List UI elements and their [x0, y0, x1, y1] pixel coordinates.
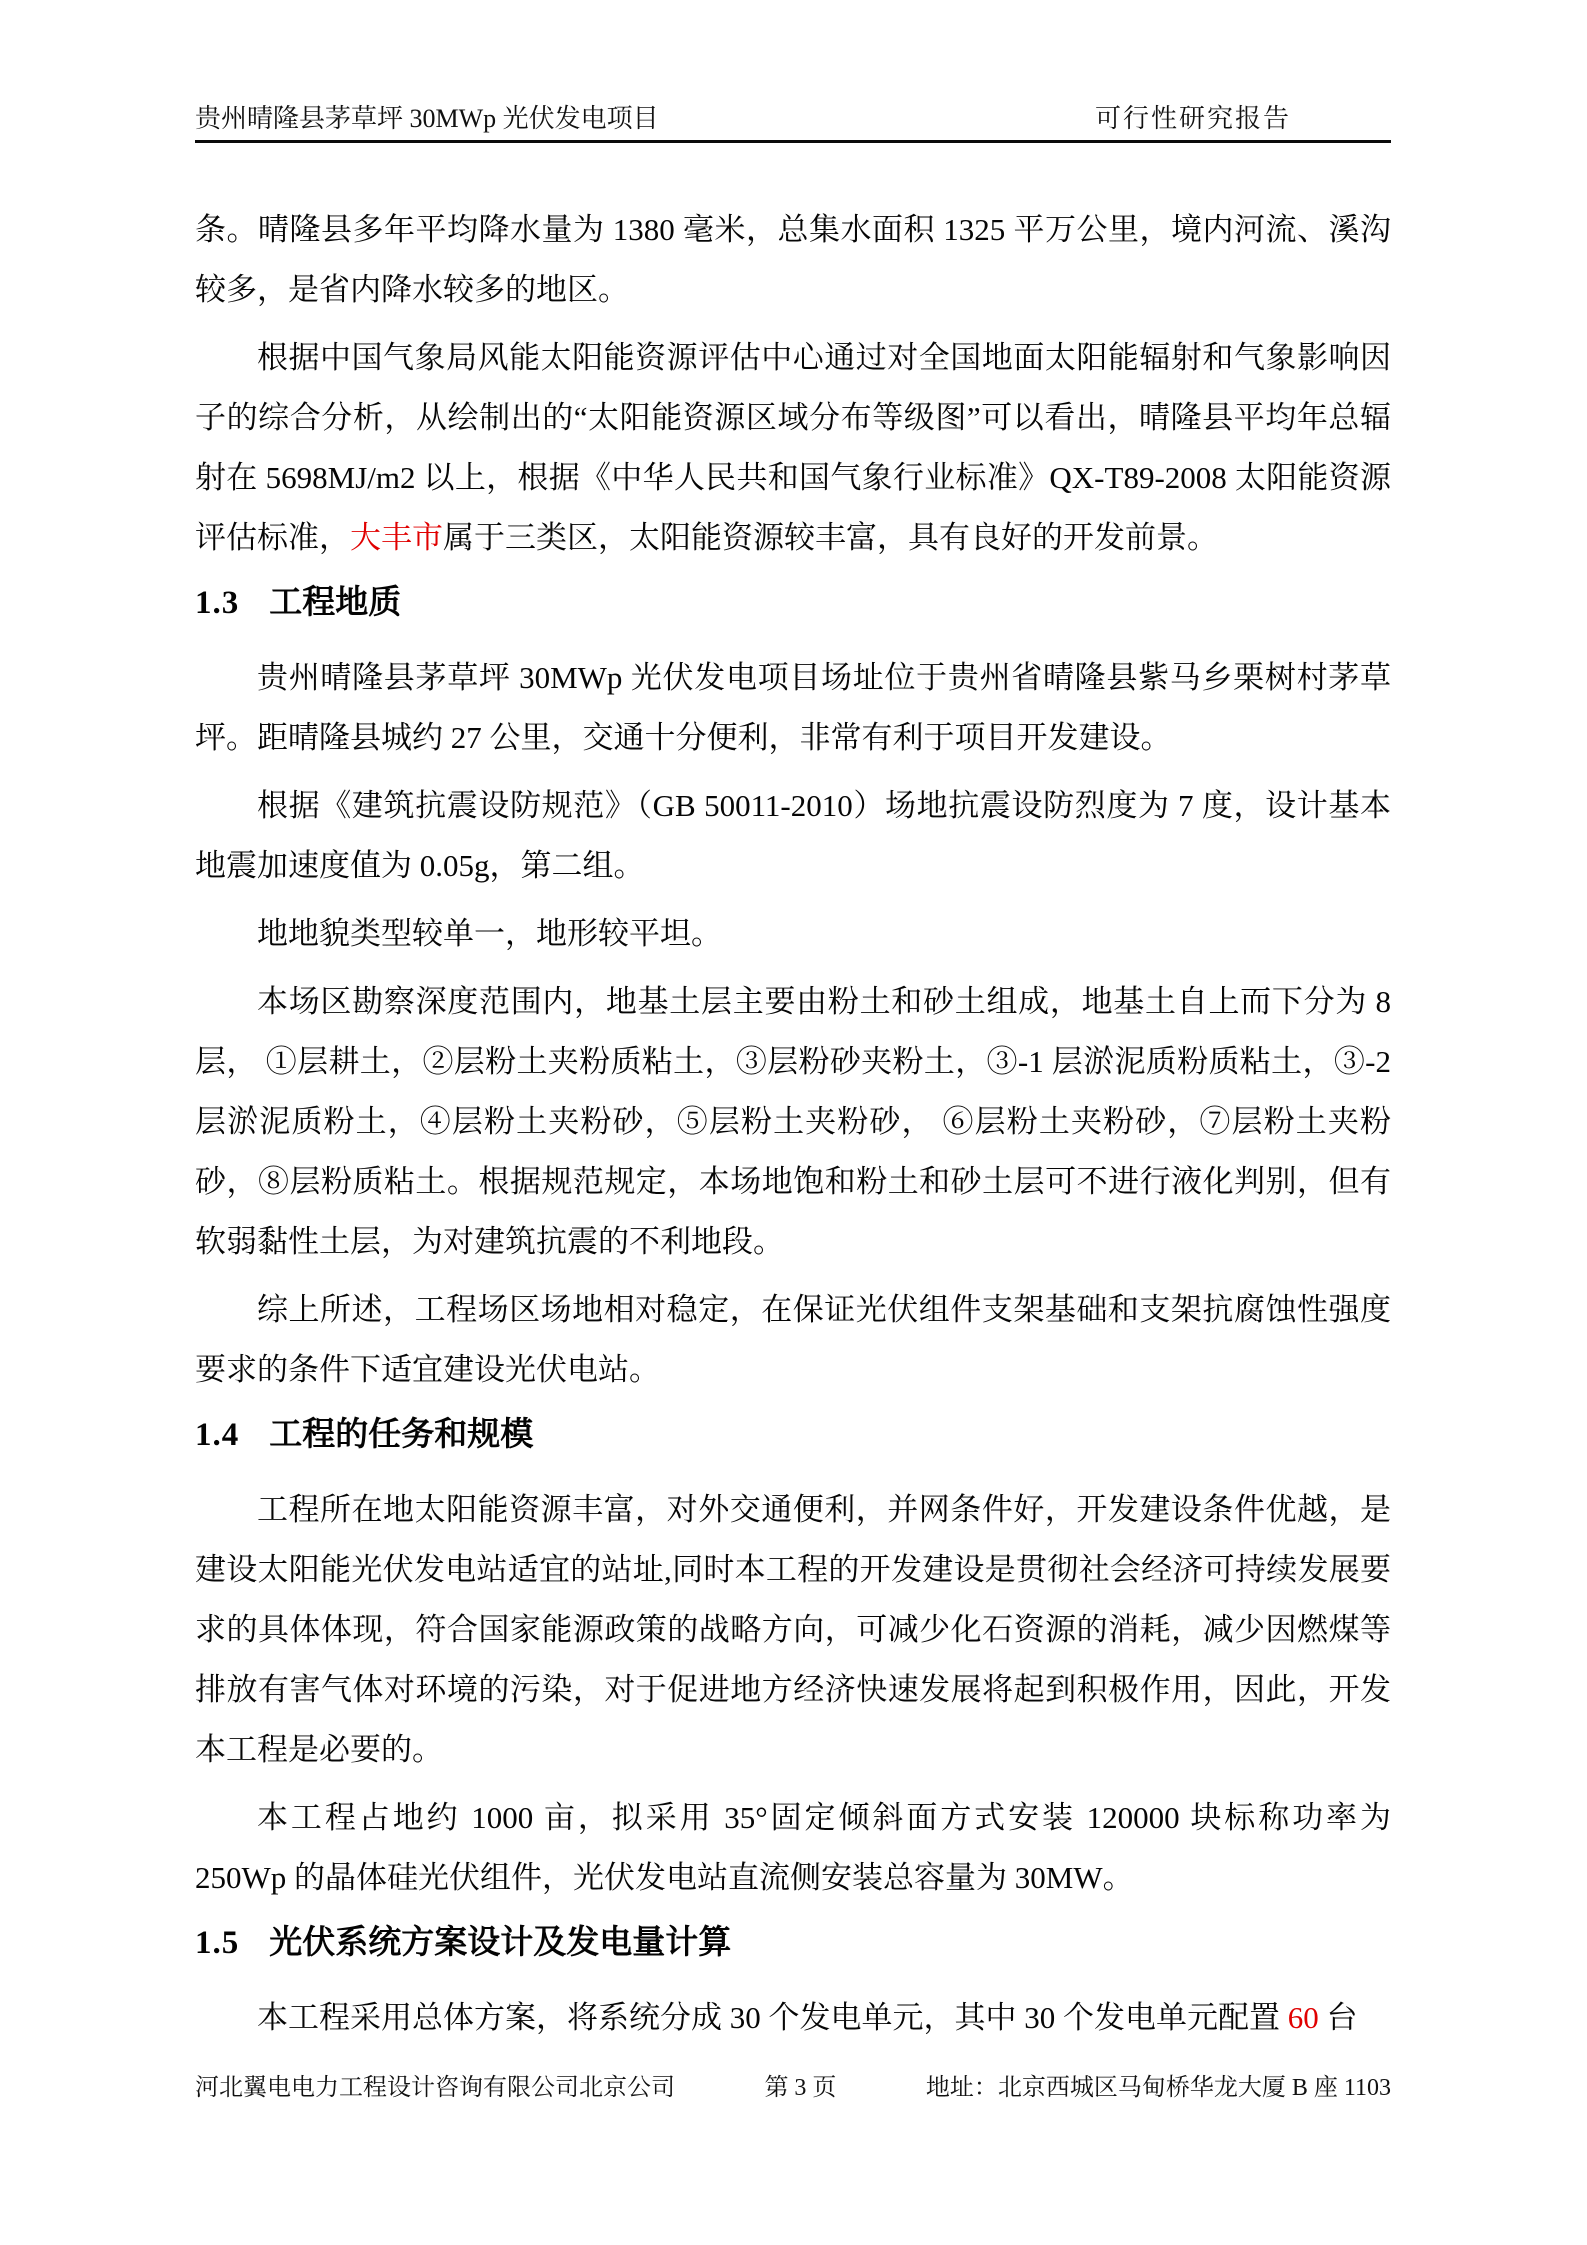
- paragraph-soil-layers: 本场区勘察深度范围内，地基土层主要由粉土和砂土组成，地基土自上而下分为 8 层， ①层耕土，②层粉土夹粉质粘土，③层粉砂夹粉土，③-1 层淤泥质粉质粘土，③-2 层淤泥质粉土，④层粉土夹粉砂，⑤层粉土夹粉砂， ⑥层粉土夹粉砂，⑦层粉土夹粉砂，⑧层粉质粘土。根据规范规定，本场地饱和粉土和砂土层可不进行液化判别，但有软弱黏性土层，为对建筑抗震的不利地段。: [195, 984, 1391, 1259]
- header-doc-type: 可行性研究报告: [1094, 104, 1291, 133]
- heading-title: 光伏系统方案设计及发电量计算: [269, 1925, 732, 1961]
- paragraph-landform: 地地貌类型较单一，地形较平坦。: [257, 916, 722, 951]
- paragraph-pv-scheme: [195, 1988, 1391, 2048]
- paragraph-site-location: 贵州晴隆县茅草坪 30MWp 光伏发电项目场址位于贵州省晴隆县紫马乡栗树村茅草坪。距晴隆县城约 27 公里，交通十分便利，非常有利于项目开发建设。: [195, 660, 1391, 755]
- heading-title: 工程的任务和规模: [269, 1417, 534, 1453]
- footer-page-number: 第 3 页: [764, 2075, 837, 2101]
- header-project-title: 贵州晴隆县茅草坪 30MWp 光伏发电项目: [195, 104, 659, 133]
- heading-number: 1.5: [195, 1925, 240, 1961]
- paragraph-solar-post: 属于三类区，太阳能资源较丰富，具有良好的开发前景。: [443, 520, 1218, 555]
- section-heading-1-5: [195, 1918, 1391, 1968]
- heading-number: 1.4: [195, 1417, 240, 1453]
- running-footer: [195, 2072, 1391, 2104]
- paragraph-solar-pre: 根据中国气象局风能太阳能资源评估中心通过对全国地面太阳能辐射和气象影响因子的综合分析，从绘制出的“太阳能资源区域分布等级图”可以看出，晴隆县平均年总辐射在 5698MJ/m2 以上，根据《中华人民共和国气象行业标准》QX-T89-2008 太阳能资源评估标准，: [195, 340, 1391, 555]
- heading-number: 1.3: [195, 585, 240, 621]
- section-heading-1-4: [195, 1410, 1391, 1460]
- footer-company: 河北翼电电力工程设计咨询有限公司北京公司: [195, 2075, 675, 2101]
- paragraph-rainfall: 条。晴隆县多年平均降水量为 1380 毫米，总集水面积 1325 平万公里，境内河流、溪沟较多，是省内降水较多的地区。: [195, 212, 1391, 307]
- running-header: [195, 0, 1391, 143]
- paragraph-geology-conclusion: 综上所述，工程场区场地相对稳定，在保证光伏组件支架基础和支架抗腐蚀性强度要求的条件下适宜建设光伏电站。: [195, 1292, 1391, 1387]
- document-body: [195, 143, 1391, 2048]
- paragraph-task-scale: 本工程占地约 1000 亩，拟采用 35°固定倾斜面方式安装 120000 块标称功率为 250Wp 的晶体硅光伏组件，光伏发电站直流侧安装总容量为 30MW。: [195, 1800, 1391, 1895]
- paragraph-seismic: 根据《建筑抗震设防规范》（GB 50011-2010）场地抗震设防烈度为 7 度，设计基本地震加速度值为 0.05g，第二组。: [195, 788, 1391, 883]
- section-heading-1-3: [195, 578, 1391, 628]
- heading-title: 工程地质: [269, 585, 402, 621]
- paragraph-pv-pre: 本工程采用总体方案，将系统分成 30 个发电单元，其中 30 个发电单元配置: [257, 2000, 1288, 2035]
- paragraph-task-necessity: 工程所在地太阳能资源丰富，对外交通便利，并网条件好，开发建设条件优越，是建设太阳能光伏发电站适宜的站址,同时本工程的开发建设是贯彻社会经济可持续发展要求的具体体现，符合国家能源政策的战略方向，可减少化石资源的消耗，减少因燃煤等排放有害气体对环境的污染，对于促进地方经济快速发展将起到积极作用，因此，开发本工程是必要的。: [195, 1492, 1391, 1767]
- paragraph-solar-resource: [195, 328, 1391, 568]
- red-text-60: 60: [1287, 2000, 1319, 2035]
- red-text-dafeng-city: 大丰市: [350, 520, 443, 555]
- paragraph-pv-post: 台: [1318, 2000, 1358, 2035]
- footer-address: 地址：北京西城区马甸桥华龙大厦 B 座 1103: [925, 2075, 1391, 2101]
